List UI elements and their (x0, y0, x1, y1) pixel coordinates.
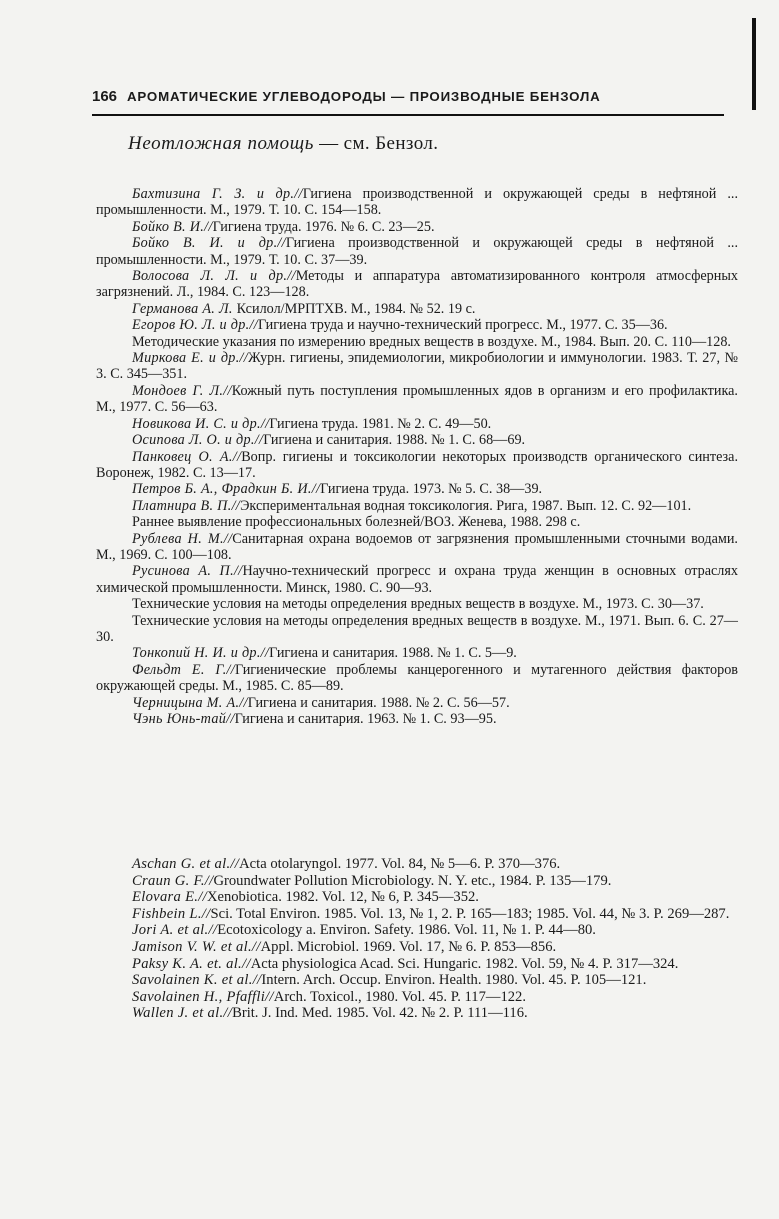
reference-entry (96, 563, 738, 596)
reference-text: Гигиена производственной и окружающей среды в нефтяной ... промышленности. М., 1979. Т. 10. С. 154—158. (96, 186, 738, 219)
reference-entry (96, 889, 738, 906)
reference-author: Миркова Е. и др.// (132, 350, 249, 367)
reference-author: Aschan G. et al.// (132, 856, 240, 872)
reference-author: Savolainen H., Pfaffli// (132, 988, 274, 1005)
reference-text: Методы и аппаратура автоматизированного контроля атмосферных загрязнений. Л., 1984. С. 123—128. (96, 268, 738, 301)
reference-entry (96, 972, 738, 989)
reference-text: Гигиена труда. 1973. № 5. С. 38—39. (320, 481, 543, 498)
reference-text: Кожный путь поступления промышленных ядов в организм и его профилактика. М., 1977. С. 56—63. (96, 382, 738, 416)
reference-text: Гигиена и санитария. 1988. № 1. С. 68—69. (263, 432, 526, 449)
reference-entry (96, 906, 738, 923)
reference-entry (96, 531, 738, 564)
reference-author: Бойко В. И. и др.// (132, 235, 286, 252)
page-edge-shadow (752, 18, 756, 110)
reference-entry (96, 350, 738, 383)
emergency-note (128, 133, 438, 155)
reference-text: Методические указания по измерению вредных веществ в воздухе. М., 1984. Вып. 20. С. 110—128. (132, 333, 731, 350)
reference-text: Технические условия на методы определения вредных веществ в воздухе. М., 1971. Вып. 6. С. 27—30. (96, 612, 738, 645)
reference-text: Sci. Total Environ. 1985. Vol. 13, № 1, 2. P. 165—183; 1985. Vol. 44, № 3. P. 269—287. (210, 905, 730, 922)
reference-text: Brit. J. Ind. Med. 1985. Vol. 42. № 2. P. 111—116. (232, 1005, 528, 1022)
reference-entry (96, 481, 738, 497)
reference-author: Петров Б. А., Фрадкин Б. И.// (132, 481, 321, 498)
reference-entry (96, 235, 738, 268)
reference-text: Acta otolaryngol. 1977. Vol. 84, № 5—6. P. 370—376. (239, 856, 561, 872)
reference-author: Fishbein L.// (132, 905, 211, 922)
reference-author: Панковец О. А.// (132, 448, 242, 465)
running-header (92, 88, 728, 105)
reference-entry (96, 596, 738, 612)
reference-author: Черницына М. А.// (132, 694, 248, 711)
reference-entry (96, 268, 738, 301)
reference-entry (96, 922, 738, 939)
emergency-label: Неотложная помощь (128, 133, 314, 154)
reference-author: Тонкопий Н. И. и др.// (132, 645, 270, 662)
reference-text: Журн. гигиены, эпидемиологии, микробиологии и иммунологии. 1983. Т. 27, № 3. С. 345—351. (96, 350, 738, 383)
reference-author: Craun G. F.// (132, 872, 214, 889)
reference-author: Волосова Л. Л. и др.// (132, 268, 296, 285)
reference-text: Гигиена производственной и окружающей среды в нефтяной ... промышленности. М., 1979. Т. 10. С. 37—39. (96, 235, 738, 268)
reference-text: Гигиена труда. 1981. № 2. С. 49—50. (269, 415, 492, 432)
header-rule (92, 114, 724, 116)
reference-entry (96, 317, 738, 333)
reference-entry (96, 383, 738, 416)
reference-author: Jamison V. W. et al.// (132, 938, 261, 955)
reference-text: Гигиена и санитария. 1988. № 1. С. 5—9. (269, 645, 517, 662)
reference-author: Осипова Л. О. и др.// (132, 432, 264, 449)
reference-text: Научно-технический прогресс и охрана труда женщин в основных отраслях химической промышленности. Минск, 1980. С. 90—93. (96, 563, 738, 596)
reference-entry (96, 695, 738, 711)
reference-author: Новикова И. С. и др.// (132, 415, 270, 432)
reference-entry (96, 939, 738, 956)
reference-author: Германова А. Л. (132, 300, 237, 317)
reference-author: Платнира В. П.// (132, 497, 241, 514)
page-number: 166 (92, 88, 118, 105)
reference-entry (96, 219, 738, 235)
reference-text: Acta physiologica Acad. Sci. Hungaric. 1982. Vol. 59, № 4. P. 317—324. (250, 955, 679, 972)
reference-text: Arch. Toxicol., 1980. Vol. 45. P. 117—122. (273, 988, 526, 1005)
reference-text: Ecotoxicology a. Environ. Safety. 1986. Vol. 11, № 1. P. 44—80. (217, 922, 596, 939)
reference-text: Гигиенические проблемы канцерогенного и мутагенного действия факторов окружающей среды. М., 1985. С. 85—89. (96, 661, 738, 695)
reference-text: Xenobiotica. 1982. Vol. 12, № 6, P. 345—352. (206, 889, 479, 906)
reference-text: Гигиена и санитария. 1988. № 2. С. 56—57. (247, 694, 510, 711)
reference-author: Paksy K. A. et. al.// (132, 955, 251, 972)
reference-text: Гигиена труда и научно-технический прогресс. М., 1977. С. 35—36. (257, 317, 668, 334)
reference-author: Wallen J. et al.// (132, 1005, 233, 1022)
reference-author: Чэнь Юнь-тай// (132, 711, 235, 727)
reference-entry (96, 514, 738, 530)
reference-text: Ксилол/МРПТХВ. М., 1984. № 52. 19 с. (236, 300, 476, 317)
reference-text: Экспериментальная водная токсикология. Рига, 1987. Вып. 12. С. 92—101. (240, 497, 692, 514)
reference-entry (96, 301, 738, 317)
reference-author: Бахтизина Г. З. и др.// (132, 186, 303, 202)
reference-text: Санитарная охрана водоемов от загрязнения промышленными сточными водами. М., 1969. С. 100—108. (96, 530, 738, 563)
reference-entry (96, 645, 738, 661)
reference-text: Groundwater Pollution Microbiology. N. Y. etc., 1984. P. 135—179. (213, 872, 612, 889)
references-foreign (96, 856, 738, 1022)
reference-entry (96, 498, 738, 514)
reference-entry (96, 711, 738, 727)
reference-entry (96, 873, 738, 890)
reference-text: Гигиена и санитария. 1963. № 1. С. 93—95. (234, 711, 497, 727)
reference-author: Егоров Ю. Л. и др.// (132, 317, 258, 334)
reference-author: Savolainen K. et al.// (132, 972, 262, 989)
reference-entry (96, 416, 738, 432)
reference-entry (96, 449, 738, 482)
reference-entry (96, 613, 738, 646)
running-title: АРОМАТИЧЕСКИЕ УГЛЕВОДОРОДЫ — ПРОИЗВОДНЫЕ БЕНЗОЛА (127, 89, 601, 104)
reference-entry (96, 956, 738, 973)
reference-text: Вопр. гигиены и токсикологии некоторых производств органического синтеза. Воронеж, 1982. С. 13—17. (96, 448, 739, 481)
emergency-text: — см. Бензол. (313, 133, 439, 154)
reference-entry (96, 186, 738, 219)
reference-text: Intern. Arch. Occup. Environ. Health. 1980. Vol. 45. P. 105—121. (261, 972, 647, 989)
reference-author: Рублева Н. М.// (132, 530, 233, 547)
reference-author: Бойко В. И.// (132, 218, 213, 235)
references-russian (96, 186, 738, 727)
reference-author: Мондоев Г. Л.// (132, 382, 232, 399)
reference-author: Русинова А. П.// (132, 563, 243, 580)
reference-text: Гигиена труда. 1976. № 6. С. 23—25. (212, 218, 435, 235)
reference-entry (96, 856, 738, 873)
reference-entry (96, 662, 738, 695)
reference-entry (96, 989, 738, 1006)
reference-entry (96, 334, 738, 350)
reference-entry (96, 1005, 738, 1022)
reference-text: Раннее выявление профессиональных болезней/ВОЗ. Женева, 1988. 298 с. (132, 514, 581, 531)
reference-text: Appl. Microbiol. 1969. Vol. 17, № 6. P. 853—856. (260, 938, 557, 955)
reference-author: Jori A. et al.// (132, 922, 218, 939)
reference-entry (96, 432, 738, 448)
reference-author: Elovara E.// (132, 889, 207, 906)
reference-author: Фельдт Е. Г.// (132, 661, 236, 678)
reference-text: Технические условия на методы определения вредных веществ в воздухе. М., 1973. С. 30—37. (132, 596, 704, 613)
